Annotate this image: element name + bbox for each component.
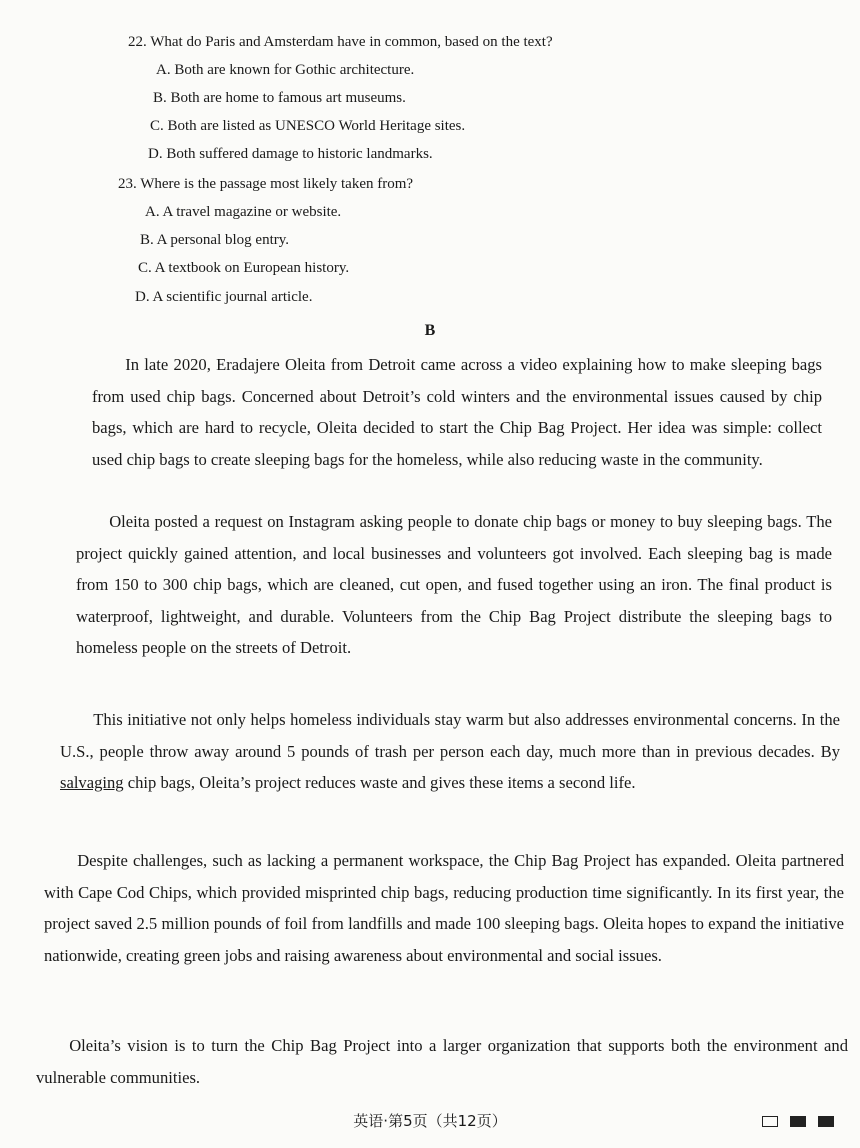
paragraph-3-after: chip bags, Oleita’s project reduces waste and gives these items a second life. <box>123 773 636 792</box>
passage-paragraph-5 <box>36 1030 848 1093</box>
question-22-option-c: C. Both are listed as UNESCO World Heritage sites. <box>150 118 466 134</box>
question-22-stem: 22. What do Paris and Amsterdam have in common, based on the text? <box>128 34 553 50</box>
passage-paragraph-4 <box>44 845 844 971</box>
paragraph-2-text: Oleita posted a request on Instagram asking people to donate chip bags or money to buy sleeping bags. The project quickly gained attention, and local businesses and volunteers got involved. Each sleeping bag is made from 150 to 300 chip bags, which are cleaned, cut open, and fused together using an iron. The final product is waterproof, lightweight, and durable. Volunteers from the Chip Bag Project distribute the sleeping bags to homeless people on the streets of Detroit. <box>76 512 832 657</box>
page-marker-squares <box>762 1116 834 1127</box>
section-label: B <box>424 322 436 339</box>
paragraph-4-text: Despite challenges, such as lacking a permanent workspace, the Chip Bag Project has expanded. Oleita partnered with Cape Cod Chips, which provided misprinted chip bags, reducing production time significantly. In its first year, the project saved 2.5 million pounds of foil from landfills and made 100 sleeping bags. Oleita hopes to expand the initiative nationwide, creating green jobs and raising awareness about environmental and social issues. <box>44 851 844 965</box>
paragraph-3-before: This initiative not only helps homeless individuals stay warm but also addresses environmental concerns. In the U.S., people throw away around 5 pounds of trash per person each day, much more than in previous decades. By <box>60 710 840 761</box>
question-22-option-d: D. Both suffered damage to historic landmarks. <box>148 146 433 162</box>
filled-square-icon <box>790 1116 806 1127</box>
question-23-option-c: C. A textbook on European history. <box>138 260 350 276</box>
question-22-option-b: B. Both are home to famous art museums. <box>153 90 406 106</box>
passage-paragraph-2 <box>76 506 832 664</box>
passage-paragraph-1 <box>92 349 822 475</box>
question-23-option-b: B. A personal blog entry. <box>140 232 290 248</box>
page-footer: 英语·第5页（共12页） <box>353 1112 507 1130</box>
paragraph-3-text <box>60 704 840 799</box>
question-22-option-a: A. Both are known for Gothic architecture. <box>156 62 415 78</box>
paragraph-5-text: Oleita’s vision is to turn the Chip Bag Project into a larger organization that supports both the environment and vulnerable communities. <box>36 1036 848 1087</box>
question-23-option-d: D. A scientific journal article. <box>135 289 313 305</box>
passage-paragraph-3 <box>60 704 840 799</box>
question-23-stem: 23. Where is the passage most likely taken from? <box>118 176 414 192</box>
underlined-word: salvaging <box>60 773 124 792</box>
paragraph-1-text: In late 2020, Eradajere Oleita from Detroit came across a video explaining how to make sleeping bags from used chip bags. Concerned about Detroit’s cold winters and the environmental issues caused by chip bags, which are hard to recycle, Oleita decided to start the Chip Bag Project. Her idea was simple: collect used chip bags to create sleeping bags for the homeless, while also reducing waste in the community. <box>92 355 822 469</box>
filled-square-icon <box>818 1116 834 1127</box>
open-square-icon <box>762 1116 778 1127</box>
question-23-option-a: A. A travel magazine or website. <box>145 204 342 220</box>
